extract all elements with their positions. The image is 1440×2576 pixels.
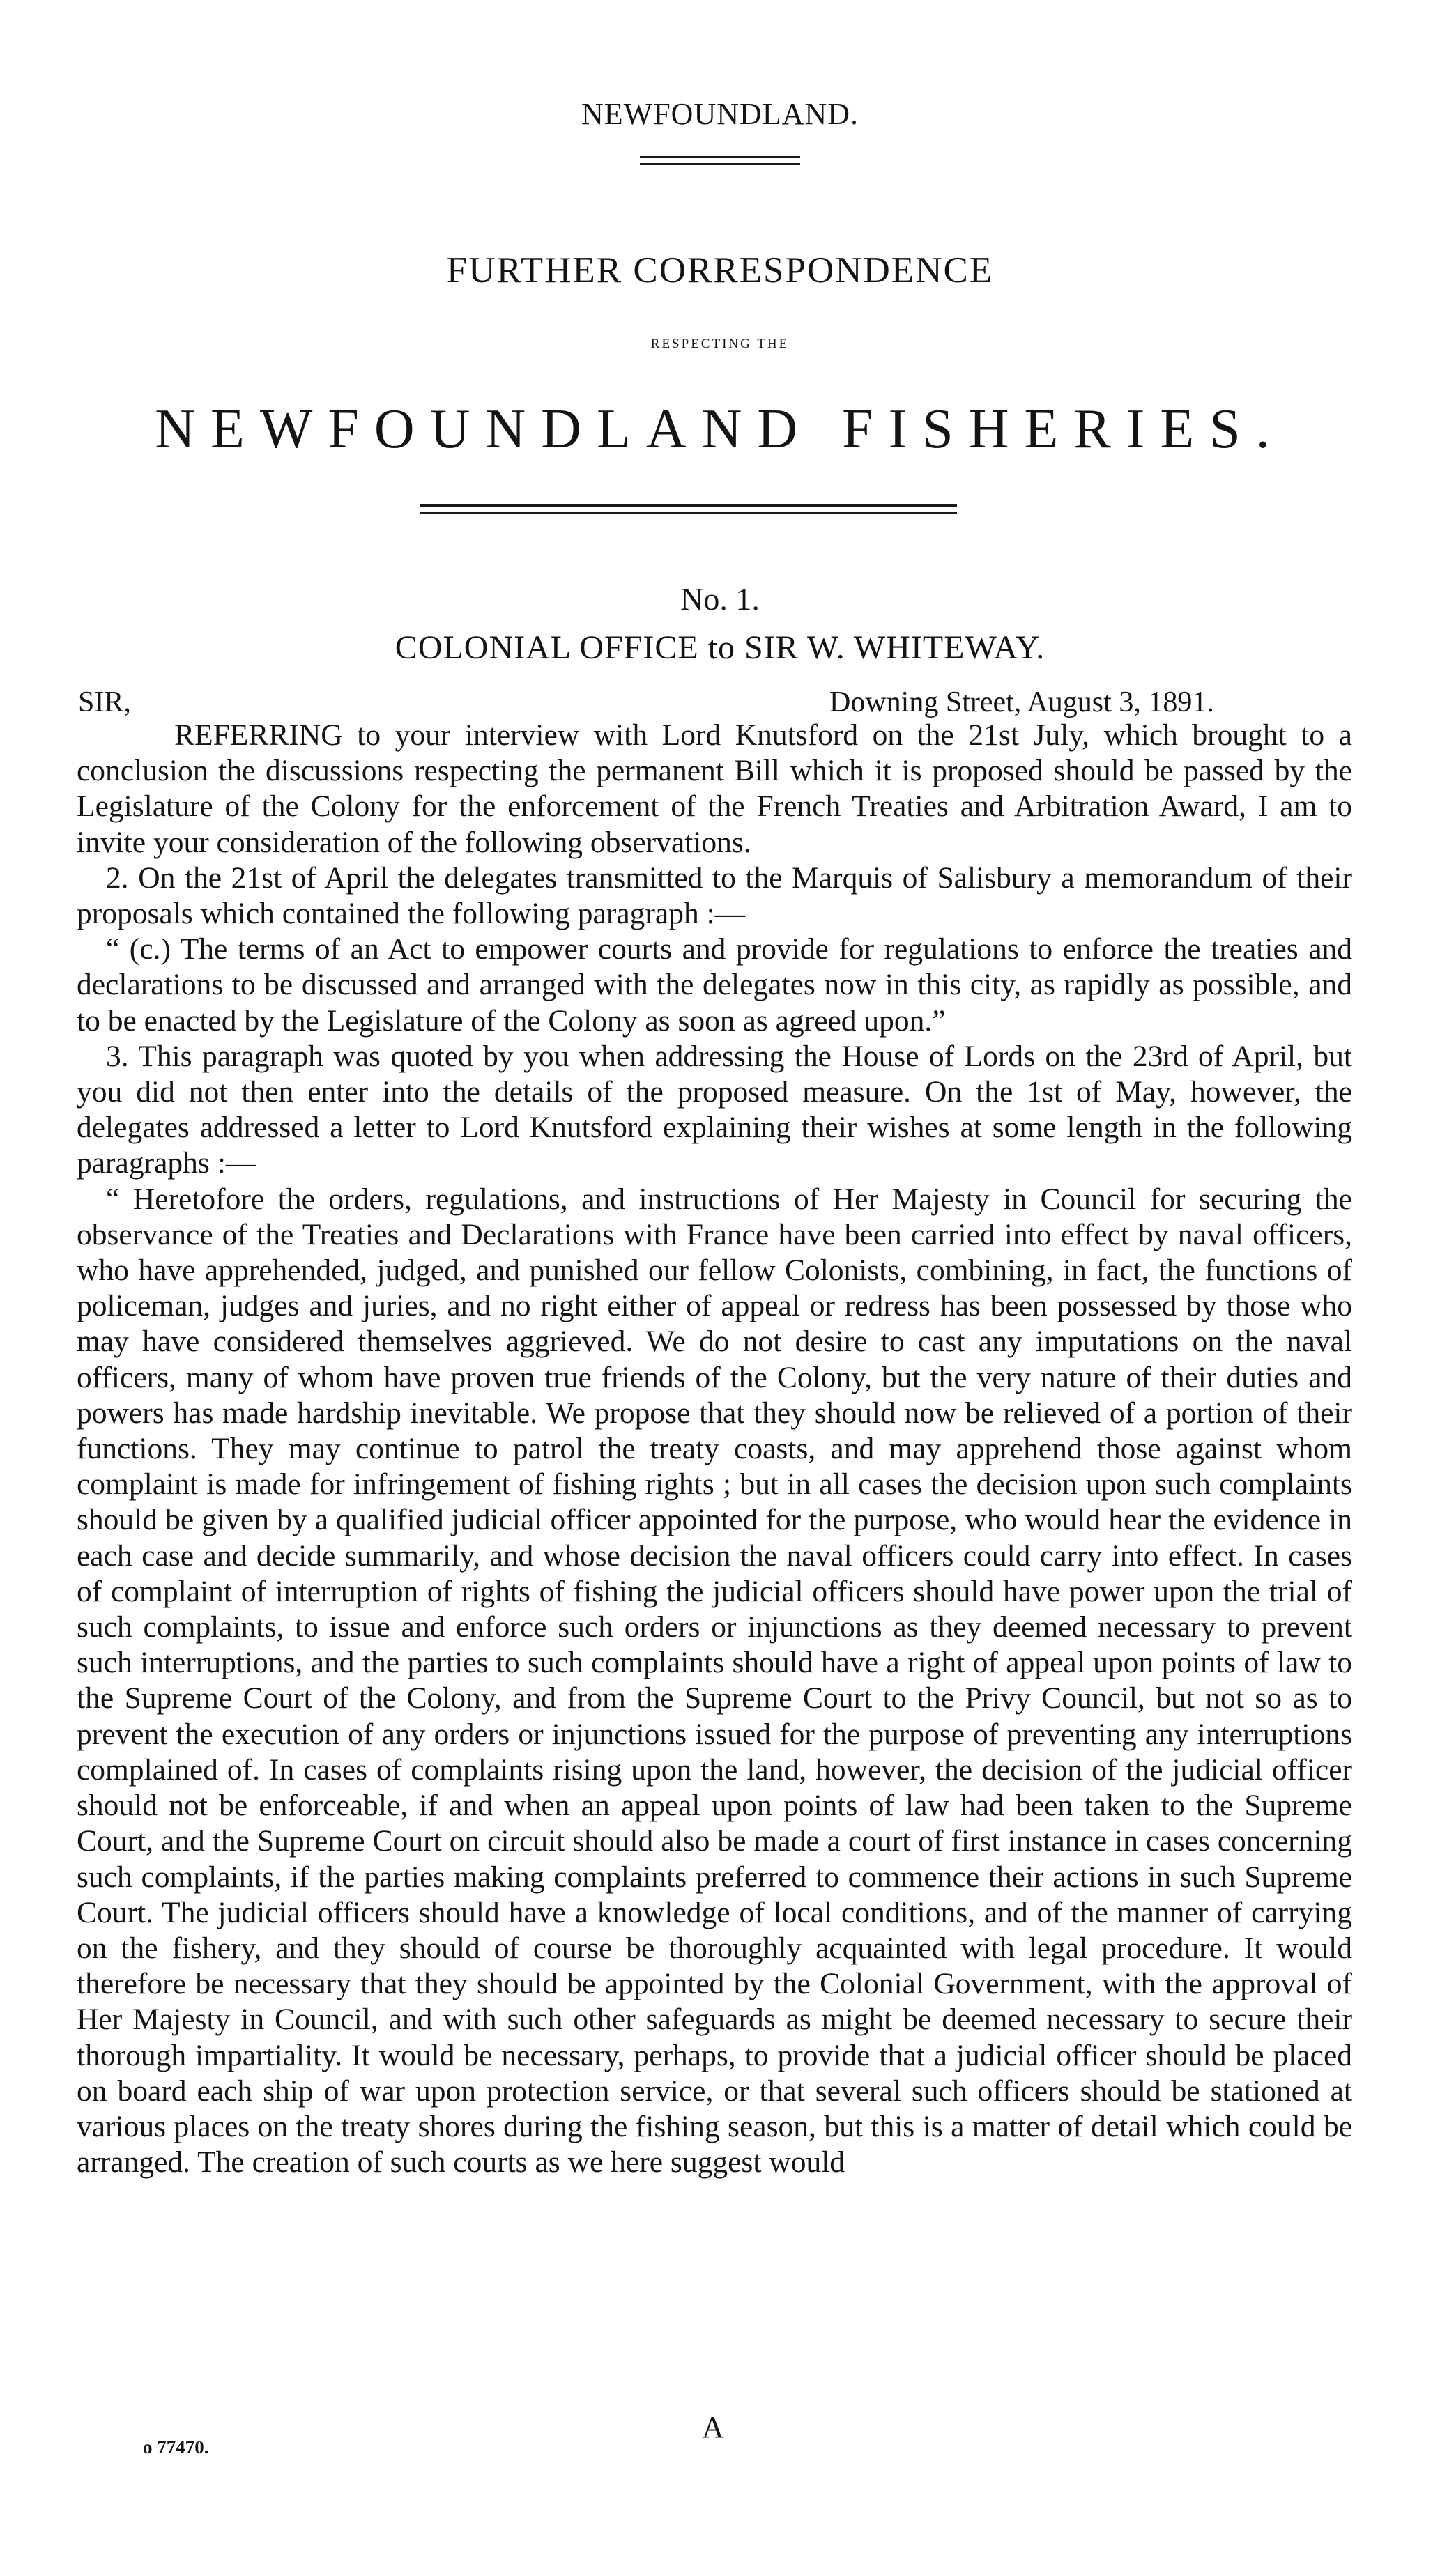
paragraph-lead: REFERRING [174,718,343,752]
paragraph [77,932,1352,1039]
colony-heading: NEWFOUNDLAND. [581,97,859,131]
correspondence-heading: COLONIAL OFFICE to SIR W. WHITEWAY. [395,629,1045,666]
salutation: SIR, [78,686,131,718]
paragraph [77,718,1352,861]
double-rule-mid-2 [420,512,957,514]
paragraph-text: 2. On the 21st of April the delegates transmitted to the Marquis of Salisbury a memorandum of their proposals which contained the following paragraph :— [77,861,1352,931]
double-rule-top-1 [640,156,800,158]
double-rule-mid-1 [420,504,957,507]
signature-mark: A [702,2410,724,2444]
document-title: FURTHER CORRESPONDENCE [446,250,994,291]
paragraph [77,861,1352,932]
paragraph-text: “ Heretofore the orders, regulations, and instructions of Her Majesty in Council for securing the observance of the Treaties and Declarations with France have been carried into effect by naval officers, who have apprehended, judged, and punished our fellow Colonists, combining, in fact, the functions of policeman, judges and juries, and no right either of appeal or redress has been possessed by those who may have considered themselves aggrieved. We do not desire to cast any imputations on the naval officers, many of whom have proven true friends of the Colony, but the very nature of their duties and powers has made hardship inevitable. We propose that they should now be relieved of a portion of their functions. They may continue to patrol the treaty coasts, and may apprehend those against whom complaint is made for infringement of fishing rights ; but in all cases the decision upon such complaints should be given by a qualified judicial officer appointed for the purpose, who would hear the evidence in each case and decide summarily, and whose decision the naval officers could carry into effect. In cases of complaint of interruption of rights of fishing the judicial officers should have power upon the trial of such complaints, to issue and enforce such orders or injunctions as they deemed necessary to prevent such interruptions, and the parties to such complaints should have a right of appeal upon points of law to the Supreme Court of the Colony, and from the Supreme Court to the Privy Council, but not so as to prevent the execution of any orders or injunctions issued for the purpose of preventing any interruptions complained of. In cases of complaints rising upon the land, however, the decision of the judicial officer should not be enforceable, if and when an appeal upon points of law had been taken to the Supreme Court, and the Supreme Court on circuit should also be made a court of first instance in cases concerning such complaints, if the parties making complaints preferred to commence their actions in such Supreme Court. The judicial officers should have a knowledge of local conditions, and of the manner of carrying on the fishery, and they should of course be thoroughly acquainted with legal procedure. It would therefore be necessary that they should be appointed by the Colonial Government, with the approval of Her Majesty in Council, and with such other safeguards as might be deemed necessary to secure their thorough impartiality. It would be necessary, perhaps, to provide that a judicial officer should be placed on board each ship of war upon protection service, or that several such officers should be stationed at various places on the treaty shores during the fishing season, but this is a matter of detail which could be arranged. The creation of such courts as we here suggest would [77,1182,1352,2180]
letter-body [77,718,1352,2180]
double-rule-top-2 [640,163,800,165]
paragraph-text: “ (c.) The terms of an Act to empower courts and provide for regulations to enforce the treaties and declarations to be discussed and arranged with the delegates now in this city, as rapidly as possible, and to be enacted by the Legislature of the Colony as soon as agreed upon.” [77,932,1352,1038]
paragraph-text: 3. This paragraph was quoted by you when addressing the House of Lords on the 23rd of April, but you did not then enter into the details of the proposed measure. On the 1st of May, however, the delegates addressed a letter to Lord Knutsford explaining their wishes at some length in the following paragraphs :— [77,1039,1352,1180]
address-date: Downing Street, August 3, 1891. [829,686,1214,718]
respecting-label: RESPECTING THE [650,337,790,351]
paragraph [77,1039,1352,1182]
paragraph [77,1182,1352,2181]
paragraph-text: to your interview with Lord Knutsford on the 21st July, which brought to a conclusion the discussions respecting the permanent Bill which it is proposed should be passed by the Legislature of the Colony for the enforcement of the French Treaties and Arbitration Award, I am to invite your consideration of the following observations. [77,718,1352,859]
subject-title: NEWFOUNDLAND FISHERIES. [155,399,1285,460]
print-reference: o 77470. [143,2437,209,2458]
document-number: No. 1. [680,581,760,617]
